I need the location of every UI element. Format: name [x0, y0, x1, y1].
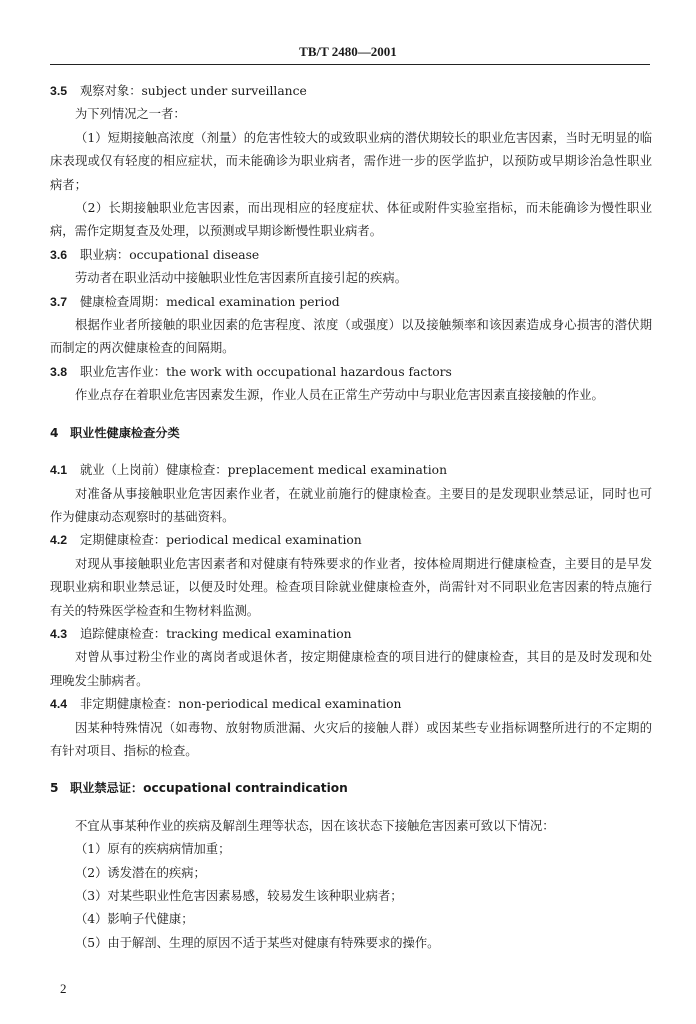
- section-number: 3.6: [50, 247, 68, 262]
- section-title: 职业危害作业：the work with occupational hazardous factors: [80, 364, 452, 379]
- section-number: 4.3: [50, 626, 68, 641]
- section-4-4-body: 因某种特殊情况（如毒物、放射物质泄漏、火灾后的接触人群）或因某些专业指标调整所进行的不定期的有针对项目、指标的检查。: [50, 720, 652, 758]
- list-item: （5）由于解剖、生理的原因不适于某些对健康有特殊要求的操作。: [75, 935, 440, 950]
- section-5-intro: 不宜从事某种作业的疾病及解剖生理等状态，因在该状态下接触危害因素可致以下情况：: [75, 818, 555, 833]
- list-item: （1）原有的疾病病情加重；: [75, 842, 231, 857]
- section-3-8-body: 作业点存在着职业危害因素发生源，作业人员在正常生产劳动中与职业危害因素直接接触的作业。: [75, 388, 604, 403]
- section-title: 就业（上岗前）健康检查：preplacement medical examination: [80, 463, 447, 478]
- section-title: 非定期健康检查：non-periodical medical examination: [80, 697, 402, 712]
- section-number: 4.1: [50, 463, 68, 478]
- spacer: [50, 801, 652, 815]
- section-4-2-body: 对现从事接触职业危害因素者和对健康有特殊要求的作业者，按体检周期进行健康检查，主要目的是早发现职业病和职业禁忌证，以便及时处理。检查项目除就业健康检查外，尚需针对不同职业危害因素的特点施行有关的特殊医学检查和生物材料监测。: [50, 556, 652, 618]
- section-4-2-heading: [50, 529, 652, 552]
- section-3-8-heading: [50, 361, 652, 384]
- section-title: 观察对象：subject under surveillance: [80, 84, 307, 98]
- section-3-7-heading: [50, 291, 652, 314]
- section-5-heading: [50, 777, 652, 800]
- page-header: TB/T 2480—2001: [299, 44, 397, 59]
- list-item: （2）诱发潜在的疾病；: [75, 865, 206, 880]
- section-3-6-body: 劳动者在职业活动中接触职业性危害因素所直接引起的疾病。: [75, 271, 408, 286]
- spacer: [50, 763, 652, 777]
- section-4-1-body: 对准备从事接触职业危害因素作业者，在就业前施行的健康检查。主要目的是发现职业禁忌证，同时也可作为健康动态观察时的基础资料。: [50, 486, 652, 524]
- section-3-5-intro: 为下列情况之一者：: [75, 107, 186, 122]
- section-title: 追踪健康检查：tracking medical examination: [80, 626, 352, 641]
- section-4-1-heading: [50, 459, 652, 482]
- section-4-3-body: 对曾从事过粉尘作业的离岗者或退休者，按定期健康检查的项目进行的健康检查，其目的是及时发现和处理晚发尘肺病者。: [50, 650, 652, 688]
- section-3-7-body: 根据作业者所接触的职业因素的危害程度、浓度（或强度）以及接触频率和该因素造成身心损害的潜伏期而制定的两次健康检查的间隔期。: [50, 318, 652, 356]
- spacer: [50, 445, 652, 459]
- list-item: （4）影响子代健康；: [75, 912, 194, 927]
- section-number: 3.8: [50, 364, 68, 379]
- section-3-5-para-2: （2）长期接触职业危害因素，而出现相应的轻度症状、体征或附件实验室指标，而未能确诊为慢性职业病，需作定期复查及处理，以预测或早期诊断慢性职业病者。: [50, 201, 652, 239]
- section-title: 职业病：occupational disease: [80, 247, 260, 262]
- section-title: 职业禁忌证：occupational contraindication: [70, 781, 348, 796]
- section-title: 健康检查周期：medical examination period: [80, 294, 340, 309]
- section-number: 4.2: [50, 533, 68, 548]
- section-3-6-heading: [50, 244, 652, 267]
- page-number: 2: [60, 981, 67, 996]
- section-4-4-heading: [50, 693, 652, 716]
- section-number: 3.7: [50, 294, 68, 309]
- section-3-5-para-1: （1）短期接触高浓度（剂量）的危害性较大的或致职业病的潜伏期较长的职业危害因素，当时无明显的临床表现或仅有轻度的相应症状，而未能确诊为职业病者，需作进一步的医学监护，以预防或早期诊治急性职业病者；: [50, 130, 652, 192]
- section-title: 定期健康检查：periodical medical examination: [80, 533, 362, 548]
- section-number: 3.5: [50, 84, 68, 98]
- section-4-heading: [50, 422, 652, 445]
- spacer: [50, 408, 652, 422]
- list-item: （3）对某些职业性危害因素易感，较易发生该种职业病者；: [75, 889, 403, 903]
- section-4-3-heading: [50, 623, 652, 646]
- section-3-5-heading: [50, 80, 652, 103]
- header-rule: [50, 64, 650, 65]
- section-number: 4: [50, 425, 59, 440]
- section-number: 4.4: [50, 697, 68, 712]
- document-body: [50, 80, 652, 955]
- section-title: 职业性健康检查分类: [70, 425, 180, 440]
- section-number: 5: [50, 781, 59, 796]
